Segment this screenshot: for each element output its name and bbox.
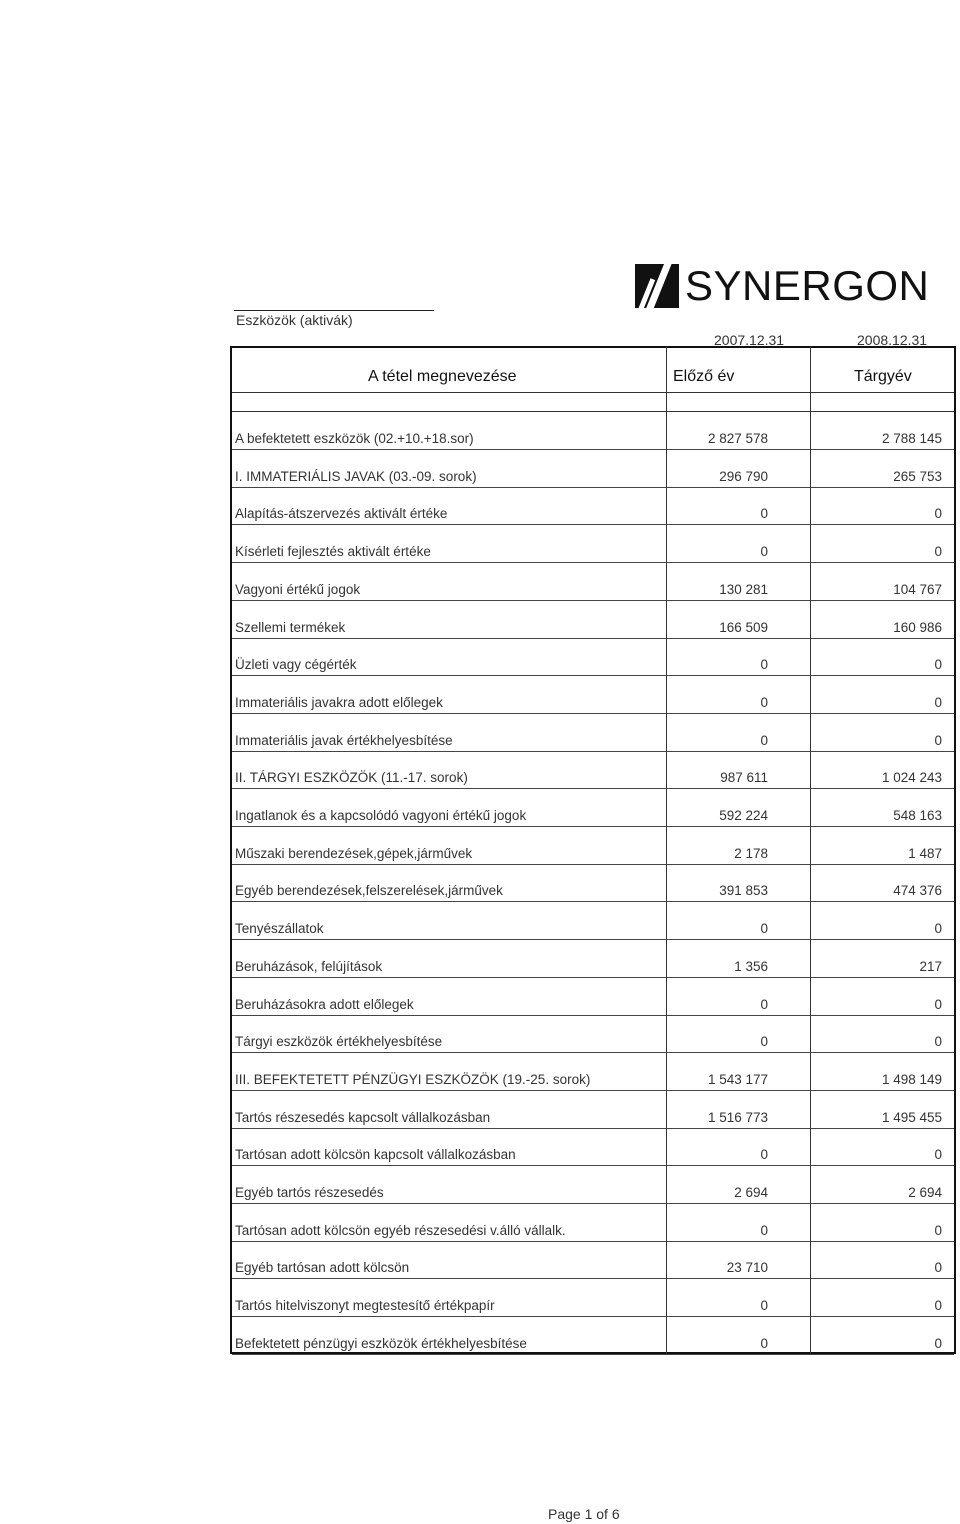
row-previous-value: 987 611 xyxy=(720,770,768,786)
row-name: II. TÁRGYI ESZKÖZÖK (11.-17. sorok) xyxy=(235,770,468,786)
row-previous-value: 0 xyxy=(760,732,768,748)
table-row xyxy=(232,1015,954,1053)
section-divider xyxy=(234,310,434,311)
table-row xyxy=(232,827,954,865)
row-current-value: 474 376 xyxy=(893,883,942,899)
row-name: Ingatlanok és a kapcsolódó vagyoni értékű jogok xyxy=(235,808,527,823)
row-previous-value: 592 224 xyxy=(719,808,768,823)
row-current-value: 0 xyxy=(934,1335,942,1351)
row-name: Egyéb tartós részesedés xyxy=(235,1185,384,1200)
row-current-value: 0 xyxy=(934,732,942,748)
row-current-value: 0 xyxy=(934,544,942,560)
row-previous-value: 2 178 xyxy=(734,845,768,861)
row-current-value: 1 487 xyxy=(908,845,942,861)
row-current-value: 0 xyxy=(934,996,942,1012)
row-previous-value: 1 543 177 xyxy=(707,1071,768,1087)
row-name: Tenyészállatok xyxy=(235,921,324,937)
row-current-value: 1 498 149 xyxy=(881,1071,942,1087)
row-name: Tartós részesedés kapcsolt vállalkozásban xyxy=(235,1109,491,1125)
row-previous-value: 296 790 xyxy=(719,468,768,484)
row-current-value: 0 xyxy=(934,1260,942,1276)
row-current-value: 0 xyxy=(934,1222,942,1238)
row-current-value: 0 xyxy=(934,506,942,522)
row-name: III. BEFEKTETETT PÉNZÜGYI ESZKÖZÖK (19.-25. sorok) xyxy=(235,1071,591,1087)
page-number: Page 1 of 6 xyxy=(548,1506,620,1522)
row-current-value: 548 163 xyxy=(893,808,942,823)
row-name: Tartós hitelviszonyt megtestesítő értékpapír xyxy=(235,1298,495,1314)
row-name: Műszaki berendezések,gépek,járművek xyxy=(235,845,473,861)
table-row xyxy=(232,864,954,902)
table-row xyxy=(232,601,954,639)
row-previous-value: 130 281 xyxy=(719,581,768,597)
row-current-value: 265 753 xyxy=(893,468,942,484)
synergon-logo-icon xyxy=(635,264,679,308)
table-row xyxy=(232,902,954,940)
row-previous-value: 391 853 xyxy=(719,883,768,899)
table-row xyxy=(232,563,954,601)
table-row xyxy=(232,1279,954,1317)
row-previous-value: 2 694 xyxy=(734,1185,768,1200)
table-row xyxy=(232,1091,954,1129)
row-name: Immateriális javakra adott előlegek xyxy=(235,694,443,710)
row-name: A befektetett eszközök (02.+10.+18.sor) xyxy=(235,431,474,446)
row-name: Tartósan adott kölcsön kapcsolt vállalkozásban xyxy=(235,1147,516,1163)
row-name: Szellemi termékek xyxy=(235,619,346,635)
row-previous-value: 0 xyxy=(760,1147,768,1163)
table-row xyxy=(232,676,954,714)
table-row xyxy=(232,789,954,827)
row-current-value: 0 xyxy=(934,657,942,673)
company-logo xyxy=(635,262,929,310)
row-current-value: 160 986 xyxy=(893,619,942,635)
row-previous-value: 0 xyxy=(760,694,768,710)
row-name: Kísérleti fejlesztés aktivált értéke xyxy=(235,544,431,560)
row-previous-value: 0 xyxy=(760,1034,768,1050)
row-current-value: 1 495 455 xyxy=(881,1109,942,1125)
table-row xyxy=(232,714,954,752)
row-name: Egyéb tartósan adott kölcsön xyxy=(235,1260,410,1276)
row-name: Immateriális javak értékhelyesbítése xyxy=(235,732,453,748)
table-row xyxy=(232,487,954,525)
row-current-value: 2 694 xyxy=(908,1185,942,1200)
table-row xyxy=(232,450,954,488)
header-item-name: A tétel megnevezése xyxy=(368,368,517,385)
row-previous-value: 23 710 xyxy=(726,1260,768,1276)
table-row xyxy=(232,1128,954,1166)
table-row xyxy=(232,1204,954,1242)
table-row xyxy=(232,412,954,450)
row-name: Beruházások, felújítások xyxy=(235,958,383,974)
row-previous-value: 0 xyxy=(760,657,768,673)
row-current-value: 0 xyxy=(934,921,942,937)
row-current-value: 2 788 145 xyxy=(881,431,942,446)
table-row xyxy=(232,1053,954,1091)
row-name: Tárgyi eszközök értékhelyesbítése xyxy=(235,1034,443,1050)
row-previous-value: 0 xyxy=(760,1222,768,1238)
table-row xyxy=(232,1241,954,1279)
header-previous-year: Előző év xyxy=(673,368,735,385)
header-spacer-row xyxy=(232,393,954,412)
row-name: I. IMMATERIÁLIS JAVAK (03.-09. sorok) xyxy=(235,468,477,484)
table-header xyxy=(232,348,954,393)
row-current-value: 104 767 xyxy=(893,581,942,597)
date-previous-year: 2007.12.31 xyxy=(714,332,785,348)
date-current-year: 2008.12.31 xyxy=(857,332,928,348)
table-row xyxy=(232,751,954,789)
row-previous-value: 0 xyxy=(760,1298,768,1314)
row-previous-value: 0 xyxy=(760,1335,768,1351)
row-previous-value: 2 827 578 xyxy=(707,431,768,446)
row-name: Beruházásokra adott előlegek xyxy=(235,996,414,1012)
row-name: Befektetett pénzügyi eszközök értékhelyesbítése xyxy=(235,1335,527,1351)
row-current-value: 217 xyxy=(919,958,942,974)
row-current-value: 1 024 243 xyxy=(881,770,942,786)
row-current-value: 0 xyxy=(934,1298,942,1314)
row-previous-value: 1 516 773 xyxy=(707,1109,768,1125)
table-row xyxy=(232,1317,954,1355)
table-row xyxy=(232,978,954,1016)
row-name: Tartósan adott kölcsön egyéb részesedési v.álló vállalk. xyxy=(235,1222,566,1238)
section-label: Eszközök (aktivák) xyxy=(236,312,353,328)
row-previous-value: 0 xyxy=(760,921,768,937)
row-previous-value: 0 xyxy=(760,996,768,1012)
row-name: Vagyoni értékű jogok xyxy=(235,581,361,597)
table-row xyxy=(232,940,954,978)
row-name: Alapítás-átszervezés aktivált értéke xyxy=(235,506,448,522)
row-previous-value: 0 xyxy=(760,506,768,522)
row-name: Üzleti vagy cégérték xyxy=(235,657,357,673)
row-previous-value: 1 356 xyxy=(734,958,768,974)
row-current-value: 0 xyxy=(934,694,942,710)
table-row xyxy=(232,525,954,563)
row-previous-value: 166 509 xyxy=(719,619,768,635)
row-current-value: 0 xyxy=(934,1034,942,1050)
row-current-value: 0 xyxy=(934,1147,942,1163)
table-row xyxy=(232,638,954,676)
row-previous-value: 0 xyxy=(760,544,768,560)
table-row xyxy=(232,1166,954,1204)
row-name: Egyéb berendezések,felszerelések,járművek xyxy=(235,883,503,899)
header-current-year: Tárgyév xyxy=(854,368,912,385)
logo-text: SYNERGON xyxy=(685,262,930,309)
